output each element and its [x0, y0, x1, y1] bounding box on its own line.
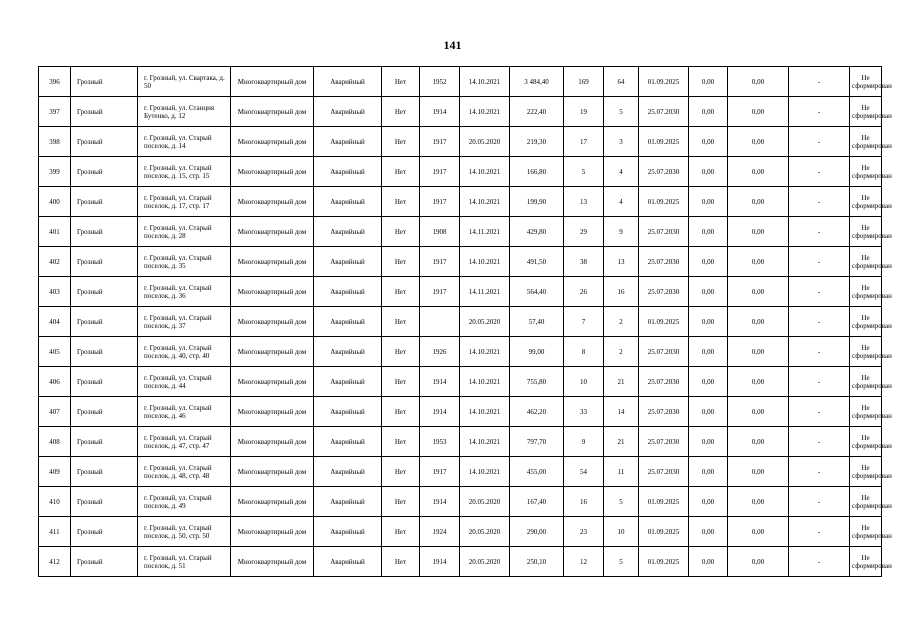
- cell-dash: -: [789, 67, 850, 97]
- cell-address: г. Грозный, ул. Старый поселок, д. 15, стр. 15: [138, 157, 231, 187]
- cell-number: 409: [39, 457, 71, 487]
- cell-recognition-date: 14.10.2021: [460, 337, 510, 367]
- cell-value-2: 0,00: [728, 457, 789, 487]
- cell-building-type: Многоквартирный дом: [231, 247, 314, 277]
- cell-residents: 9: [564, 427, 604, 457]
- cell-units: 3: [604, 127, 639, 157]
- cell-address: г. Грозный, ул. Старый поселок, д. 51: [138, 547, 231, 577]
- cell-value-1: 0,00: [689, 217, 728, 247]
- table-row: [39, 67, 882, 97]
- cell-units: 2: [604, 337, 639, 367]
- cell-year: 1917: [420, 247, 460, 277]
- cell-dash: -: [789, 247, 850, 277]
- cell-area: 250,10: [510, 547, 564, 577]
- cell-dash: -: [789, 367, 850, 397]
- cell-units: 16: [604, 277, 639, 307]
- table-row: [39, 307, 882, 337]
- cell-value-2: 0,00: [728, 427, 789, 457]
- cell-note: Не сформирован: [850, 217, 882, 247]
- cell-residents: 23: [564, 517, 604, 547]
- cell-year: 1917: [420, 127, 460, 157]
- cell-city: Грозный: [71, 187, 138, 217]
- cell-address: г. Грозный, ул. Старый поселок, д. 47, стр. 47: [138, 427, 231, 457]
- cell-note: Не сформирован: [850, 517, 882, 547]
- cell-flag: Нет: [382, 547, 420, 577]
- cell-city: Грозный: [71, 427, 138, 457]
- cell-note: Не сформирован: [850, 127, 882, 157]
- cell-area: 462,20: [510, 397, 564, 427]
- cell-number: 400: [39, 187, 71, 217]
- cell-planned-date: 25.07.2030: [639, 157, 689, 187]
- cell-value-2: 0,00: [728, 67, 789, 97]
- cell-planned-date: 01.09.2025: [639, 517, 689, 547]
- cell-planned-date: 25.07.2030: [639, 397, 689, 427]
- cell-value-2: 0,00: [728, 127, 789, 157]
- cell-city: Грозный: [71, 127, 138, 157]
- cell-units: 5: [604, 487, 639, 517]
- table-row: [39, 517, 882, 547]
- cell-residents: 33: [564, 397, 604, 427]
- cell-residents: 26: [564, 277, 604, 307]
- cell-number: 405: [39, 337, 71, 367]
- cell-units: 4: [604, 187, 639, 217]
- cell-status: Аварийный: [314, 547, 382, 577]
- cell-address: г. Грозный, ул. Старый поселок, д. 44: [138, 367, 231, 397]
- table-row: [39, 217, 882, 247]
- cell-building-type: Многоквартирный дом: [231, 217, 314, 247]
- cell-value-2: 0,00: [728, 247, 789, 277]
- cell-value-2: 0,00: [728, 367, 789, 397]
- cell-city: Грозный: [71, 397, 138, 427]
- cell-address: г. Грозный, ул. Старый поселок, д. 28: [138, 217, 231, 247]
- cell-flag: Нет: [382, 307, 420, 337]
- cell-residents: 169: [564, 67, 604, 97]
- cell-planned-date: 25.07.2030: [639, 97, 689, 127]
- cell-year: 1926: [420, 337, 460, 367]
- cell-number: 401: [39, 217, 71, 247]
- cell-number: 398: [39, 127, 71, 157]
- cell-area: 290,00: [510, 517, 564, 547]
- cell-residents: 12: [564, 547, 604, 577]
- cell-planned-date: 25.07.2030: [639, 427, 689, 457]
- table-row: [39, 337, 882, 367]
- cell-status: Аварийный: [314, 187, 382, 217]
- cell-area: 222,40: [510, 97, 564, 127]
- cell-year: 1924: [420, 517, 460, 547]
- cell-dash: -: [789, 277, 850, 307]
- cell-flag: Нет: [382, 187, 420, 217]
- cell-address: г. Грозный, ул. Старый поселок, д. 48, стр. 48: [138, 457, 231, 487]
- cell-planned-date: 25.07.2030: [639, 217, 689, 247]
- cell-value-1: 0,00: [689, 127, 728, 157]
- cell-city: Грозный: [71, 157, 138, 187]
- table-row: [39, 487, 882, 517]
- cell-building-type: Многоквартирный дом: [231, 457, 314, 487]
- cell-value-2: 0,00: [728, 337, 789, 367]
- cell-number: 412: [39, 547, 71, 577]
- cell-note: Не сформирован: [850, 427, 882, 457]
- cell-city: Грозный: [71, 307, 138, 337]
- cell-building-type: Многоквартирный дом: [231, 487, 314, 517]
- cell-units: 10: [604, 517, 639, 547]
- cell-flag: Нет: [382, 427, 420, 457]
- cell-value-1: 0,00: [689, 157, 728, 187]
- cell-planned-date: 01.09.2025: [639, 487, 689, 517]
- cell-dash: -: [789, 187, 850, 217]
- cell-city: Грозный: [71, 277, 138, 307]
- cell-value-2: 0,00: [728, 97, 789, 127]
- cell-building-type: Многоквартирный дом: [231, 277, 314, 307]
- cell-dash: -: [789, 307, 850, 337]
- cell-recognition-date: 14.10.2021: [460, 397, 510, 427]
- cell-residents: 17: [564, 127, 604, 157]
- table-body: [39, 67, 892, 577]
- cell-year: 1952: [420, 67, 460, 97]
- cell-planned-date: 01.09.2025: [639, 127, 689, 157]
- cell-dash: -: [789, 127, 850, 157]
- cell-planned-date: 25.07.2030: [639, 457, 689, 487]
- cell-status: Аварийный: [314, 427, 382, 457]
- cell-value-1: 0,00: [689, 337, 728, 367]
- cell-residents: 16: [564, 487, 604, 517]
- cell-units: 2: [604, 307, 639, 337]
- cell-value-1: 0,00: [689, 427, 728, 457]
- cell-city: Грозный: [71, 367, 138, 397]
- cell-year: 1914: [420, 397, 460, 427]
- cell-address: г. Грозный, ул. Старый поселок, д. 37: [138, 307, 231, 337]
- cell-status: Аварийный: [314, 367, 382, 397]
- cell-number: 396: [39, 67, 71, 97]
- cell-dash: -: [789, 97, 850, 127]
- cell-number: 406: [39, 367, 71, 397]
- cell-recognition-date: 14.10.2021: [460, 97, 510, 127]
- cell-area: 429,80: [510, 217, 564, 247]
- cell-flag: Нет: [382, 67, 420, 97]
- cell-recognition-date: 14.10.2021: [460, 427, 510, 457]
- table-row: [39, 157, 882, 187]
- cell-value-2: 0,00: [728, 187, 789, 217]
- cell-address: г. Грозный, ул. Старый поселок, д. 17, стр. 17: [138, 187, 231, 217]
- cell-flag: Нет: [382, 97, 420, 127]
- cell-number: 403: [39, 277, 71, 307]
- cell-planned-date: 01.09.2025: [639, 547, 689, 577]
- cell-city: Грозный: [71, 547, 138, 577]
- cell-residents: 8: [564, 337, 604, 367]
- cell-year: 1917: [420, 277, 460, 307]
- cell-flag: Нет: [382, 487, 420, 517]
- cell-recognition-date: 20.05.2020: [460, 517, 510, 547]
- table-row: [39, 187, 882, 217]
- cell-address: г. Грозный, ул. Свартака, д. 50: [138, 67, 231, 97]
- cell-planned-date: 25.07.2030: [639, 247, 689, 277]
- cell-building-type: Многоквартирный дом: [231, 547, 314, 577]
- cell-city: Грозный: [71, 67, 138, 97]
- cell-year: 1914: [420, 487, 460, 517]
- cell-note: Не сформирован: [850, 277, 882, 307]
- cell-units: 11: [604, 457, 639, 487]
- cell-status: Аварийный: [314, 67, 382, 97]
- cell-status: Аварийный: [314, 247, 382, 277]
- cell-flag: Нет: [382, 517, 420, 547]
- cell-number: 411: [39, 517, 71, 547]
- cell-city: Грозный: [71, 247, 138, 277]
- cell-value-2: 0,00: [728, 517, 789, 547]
- cell-status: Аварийный: [314, 307, 382, 337]
- cell-building-type: Многоквартирный дом: [231, 397, 314, 427]
- cell-status: Аварийный: [314, 127, 382, 157]
- cell-year: 1953: [420, 427, 460, 457]
- cell-area: 491,50: [510, 247, 564, 277]
- cell-address: г. Грозный, ул. Старый поселок, д. 40, стр. 40: [138, 337, 231, 367]
- cell-value-2: 0,00: [728, 217, 789, 247]
- cell-number: 397: [39, 97, 71, 127]
- cell-value-1: 0,00: [689, 97, 728, 127]
- cell-note: Не сформирован: [850, 487, 882, 517]
- cell-planned-date: 01.09.2025: [639, 187, 689, 217]
- page-number: 141: [443, 38, 462, 52]
- table-row: [39, 547, 882, 577]
- cell-note: Не сформирован: [850, 457, 882, 487]
- cell-recognition-date: 14.10.2021: [460, 457, 510, 487]
- cell-units: 13: [604, 247, 639, 277]
- cell-recognition-date: 14.11.2021: [460, 277, 510, 307]
- cell-residents: 38: [564, 247, 604, 277]
- cell-note: Не сформирован: [850, 397, 882, 427]
- cell-city: Грозный: [71, 337, 138, 367]
- cell-status: Аварийный: [314, 517, 382, 547]
- cell-planned-date: 25.07.2030: [639, 337, 689, 367]
- cell-recognition-date: 20.05.2020: [460, 547, 510, 577]
- cell-city: Грозный: [71, 217, 138, 247]
- table-row: [39, 427, 882, 457]
- cell-recognition-date: 14.10.2021: [460, 367, 510, 397]
- cell-area: 167,40: [510, 487, 564, 517]
- cell-note: Не сформирован: [850, 187, 882, 217]
- cell-address: г. Грозный, ул. Старый поселок, д. 50, стр. 50: [138, 517, 231, 547]
- cell-residents: 5: [564, 157, 604, 187]
- cell-building-type: Многоквартирный дом: [231, 427, 314, 457]
- cell-flag: Нет: [382, 367, 420, 397]
- cell-status: Аварийный: [314, 97, 382, 127]
- cell-address: г. Грозный, ул. Старый поселок, д. 14: [138, 127, 231, 157]
- table-row: [39, 397, 882, 427]
- cell-number: 404: [39, 307, 71, 337]
- cell-dash: -: [789, 487, 850, 517]
- cell-address: г. Грозный, ул. Станция Бутенко, д. 12: [138, 97, 231, 127]
- cell-status: Аварийный: [314, 397, 382, 427]
- cell-status: Аварийный: [314, 277, 382, 307]
- cell-dash: -: [789, 517, 850, 547]
- cell-units: 21: [604, 367, 639, 397]
- cell-planned-date: 25.07.2030: [639, 367, 689, 397]
- cell-residents: 29: [564, 217, 604, 247]
- cell-value-2: 0,00: [728, 487, 789, 517]
- cell-value-1: 0,00: [689, 517, 728, 547]
- cell-status: Аварийный: [314, 457, 382, 487]
- cell-year: 1917: [420, 457, 460, 487]
- cell-recognition-date: 14.10.2021: [460, 157, 510, 187]
- cell-note: Не сформирован: [850, 247, 882, 277]
- cell-recognition-date: 14.10.2021: [460, 247, 510, 277]
- cell-city: Грозный: [71, 487, 138, 517]
- cell-area: 564,40: [510, 277, 564, 307]
- cell-recognition-date: 20.05.2020: [460, 127, 510, 157]
- cell-building-type: Многоквартирный дом: [231, 517, 314, 547]
- table-row: [39, 127, 882, 157]
- cell-flag: Нет: [382, 337, 420, 367]
- cell-area: 99,00: [510, 337, 564, 367]
- cell-value-2: 0,00: [728, 307, 789, 337]
- cell-recognition-date: 14.11.2021: [460, 217, 510, 247]
- cell-status: Аварийный: [314, 337, 382, 367]
- cell-area: 755,80: [510, 367, 564, 397]
- cell-dash: -: [789, 457, 850, 487]
- table-row: [39, 97, 882, 127]
- cell-residents: 7: [564, 307, 604, 337]
- cell-value-2: 0,00: [728, 547, 789, 577]
- cell-building-type: Многоквартирный дом: [231, 97, 314, 127]
- cell-address: г. Грозный, ул. Старый поселок, д. 49: [138, 487, 231, 517]
- table-row: [39, 457, 882, 487]
- cell-value-1: 0,00: [689, 277, 728, 307]
- cell-area: 3 484,40: [510, 67, 564, 97]
- cell-planned-date: 25.07.2030: [639, 277, 689, 307]
- cell-value-1: 0,00: [689, 397, 728, 427]
- housing-registry-table: [38, 66, 892, 577]
- cell-planned-date: 01.09.2025: [639, 307, 689, 337]
- cell-building-type: Многоквартирный дом: [231, 157, 314, 187]
- cell-building-type: Многоквартирный дом: [231, 187, 314, 217]
- cell-units: 5: [604, 547, 639, 577]
- cell-recognition-date: 20.05.2020: [460, 487, 510, 517]
- cell-flag: Нет: [382, 457, 420, 487]
- cell-residents: 10: [564, 367, 604, 397]
- cell-area: 166,80: [510, 157, 564, 187]
- cell-value-1: 0,00: [689, 367, 728, 397]
- cell-note: Не сформирован: [850, 67, 882, 97]
- cell-units: 21: [604, 427, 639, 457]
- cell-city: Грозный: [71, 457, 138, 487]
- cell-year: 1914: [420, 547, 460, 577]
- cell-planned-date: 01.09.2025: [639, 67, 689, 97]
- cell-note: Не сформирован: [850, 97, 882, 127]
- cell-recognition-date: 20.05.2020: [460, 307, 510, 337]
- cell-value-2: 0,00: [728, 397, 789, 427]
- table-row: [39, 247, 882, 277]
- cell-note: Не сформирован: [850, 547, 882, 577]
- cell-flag: Нет: [382, 397, 420, 427]
- cell-value-1: 0,00: [689, 547, 728, 577]
- cell-status: Аварийный: [314, 217, 382, 247]
- cell-area: 455,00: [510, 457, 564, 487]
- cell-units: 64: [604, 67, 639, 97]
- cell-flag: Нет: [382, 247, 420, 277]
- cell-building-type: Многоквартирный дом: [231, 67, 314, 97]
- cell-area: 797,70: [510, 427, 564, 457]
- cell-value-1: 0,00: [689, 307, 728, 337]
- cell-value-1: 0,00: [689, 247, 728, 277]
- cell-value-2: 0,00: [728, 157, 789, 187]
- cell-number: 408: [39, 427, 71, 457]
- cell-city: Грозный: [71, 517, 138, 547]
- cell-year: 1917: [420, 187, 460, 217]
- cell-dash: -: [789, 337, 850, 367]
- cell-year: 1914: [420, 97, 460, 127]
- cell-note: Не сформирован: [850, 157, 882, 187]
- cell-address: г. Грозный, ул. Старый поселок, д. 36: [138, 277, 231, 307]
- cell-units: 9: [604, 217, 639, 247]
- table-row: [39, 367, 882, 397]
- cell-note: Не сформирован: [850, 367, 882, 397]
- cell-area: 199,90: [510, 187, 564, 217]
- cell-number: 410: [39, 487, 71, 517]
- cell-number: 399: [39, 157, 71, 187]
- cell-address: г. Грозный, ул. Старый поселок, д. 35: [138, 247, 231, 277]
- cell-city: Грозный: [71, 97, 138, 127]
- cell-flag: Нет: [382, 217, 420, 247]
- cell-units: 4: [604, 157, 639, 187]
- cell-building-type: Многоквартирный дом: [231, 127, 314, 157]
- cell-dash: -: [789, 217, 850, 247]
- cell-year: 1917: [420, 157, 460, 187]
- cell-value-1: 0,00: [689, 487, 728, 517]
- cell-residents: 54: [564, 457, 604, 487]
- cell-flag: Нет: [382, 127, 420, 157]
- cell-value-2: 0,00: [728, 277, 789, 307]
- cell-note: Не сформирован: [850, 307, 882, 337]
- cell-residents: 13: [564, 187, 604, 217]
- cell-units: 5: [604, 97, 639, 127]
- cell-building-type: Многоквартирный дом: [231, 337, 314, 367]
- cell-value-1: 0,00: [689, 457, 728, 487]
- cell-value-1: 0,00: [689, 187, 728, 217]
- cell-year: 1908: [420, 217, 460, 247]
- cell-dash: -: [789, 157, 850, 187]
- cell-recognition-date: 14.10.2021: [460, 187, 510, 217]
- cell-units: 14: [604, 397, 639, 427]
- cell-value-1: 0,00: [689, 67, 728, 97]
- cell-dash: -: [789, 397, 850, 427]
- cell-residents: 19: [564, 97, 604, 127]
- cell-number: 402: [39, 247, 71, 277]
- cell-address: г. Грозный, ул. Старый поселок, д. 46: [138, 397, 231, 427]
- table-row: [39, 277, 882, 307]
- cell-status: Аварийный: [314, 487, 382, 517]
- cell-dash: -: [789, 427, 850, 457]
- cell-dash: -: [789, 547, 850, 577]
- cell-status: Аварийный: [314, 157, 382, 187]
- cell-building-type: Многоквартирный дом: [231, 367, 314, 397]
- cell-recognition-date: 14.10.2021: [460, 67, 510, 97]
- cell-area: 219,30: [510, 127, 564, 157]
- cell-year: [420, 307, 460, 337]
- cell-note: Не сформирован: [850, 337, 882, 367]
- cell-number: 407: [39, 397, 71, 427]
- cell-flag: Нет: [382, 157, 420, 187]
- cell-flag: Нет: [382, 277, 420, 307]
- cell-building-type: Многоквартирный дом: [231, 307, 314, 337]
- cell-area: 57,40: [510, 307, 564, 337]
- cell-year: 1914: [420, 367, 460, 397]
